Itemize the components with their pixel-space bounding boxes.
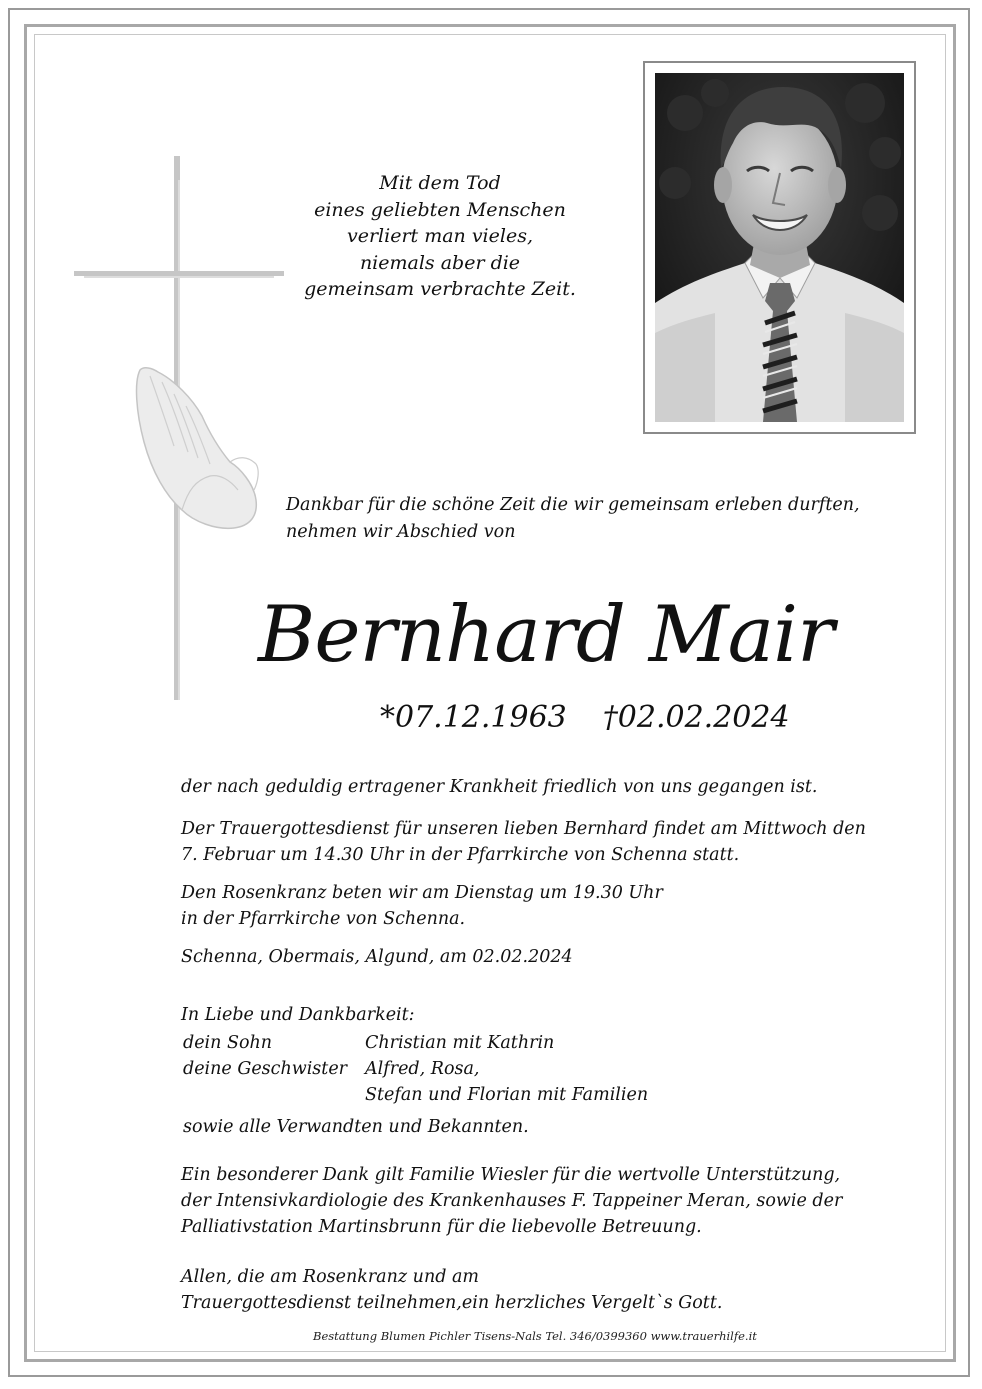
paragraph-passing xyxy=(181,774,817,800)
life-dates xyxy=(380,698,790,738)
paragraph-place-date xyxy=(181,944,573,970)
death-date: †02.02.2024 xyxy=(602,700,790,735)
quote-line: niemals aber die xyxy=(359,251,521,274)
portrait-photo xyxy=(655,73,904,422)
paragraph-line: Der Trauergottesdienst für unseren lieben Bernhard findet am Mittwoch den xyxy=(181,819,866,839)
birth-date: *07.12.1963 xyxy=(380,700,567,735)
paragraph-rosary xyxy=(181,880,663,932)
family-closing: sowie alle Verwandten und Bekannten. xyxy=(183,1117,529,1137)
intro-line: nehmen wir Abschied von xyxy=(286,522,516,542)
paragraph-line: Schenna, Obermais, Algund, am 02.02.2024 xyxy=(181,947,573,967)
paragraph-line: der nach geduldig ertragener Krankheit friedlich von uns gegangen ist. xyxy=(181,777,818,797)
thanks-line: Palliativstation Martinsbrunn für die liebevolle Betreuung. xyxy=(181,1217,702,1237)
paragraph-line: Den Rosenkranz beten wir am Dienstag um 19.30 Uhr xyxy=(181,883,663,903)
final-thanks xyxy=(181,1264,722,1316)
paragraph-funeral-service xyxy=(181,816,866,868)
quote-line: gemeinsam verbrachte Zeit. xyxy=(304,278,576,300)
thanks-line: der Intensivkardiologie des Krankenhauses F. Tappeiner Meran, sowie der xyxy=(181,1191,843,1211)
funeral-home-footer: Bestattung Blumen Pichler Tisens-Nals Tel. 346/0399360 www.trauerhilfe.it xyxy=(313,1329,757,1343)
cross-with-praying-hands-icon xyxy=(70,150,290,710)
family-names: Christian mit Kathrin xyxy=(365,1033,555,1053)
family-relation: deine Geschwister xyxy=(183,1059,348,1079)
final-line: Allen, die am Rosenkranz und am xyxy=(181,1267,480,1287)
family-names: Alfred, Rosa, xyxy=(365,1059,480,1079)
family-relation: dein Sohn xyxy=(183,1033,273,1053)
intro-line: Dankbar für die schöne Zeit die wir gemeinsam erleben durften, xyxy=(286,495,860,515)
portrait-frame xyxy=(643,61,916,434)
paragraph-line: 7. Februar um 14.30 Uhr in der Pfarrkirche von Schenna statt. xyxy=(181,845,740,865)
family-heading: In Liebe und Dankbarkeit: xyxy=(181,1005,415,1025)
thanks-paragraph xyxy=(181,1162,842,1240)
thanks-line: Ein besonderer Dank gilt Familie Wiesler für die wertvolle Unterstützung, xyxy=(181,1165,841,1185)
quote-line: Mit dem Tod xyxy=(379,172,501,194)
final-line: Trauergottesdienst teilnehmen,ein herzliches Vergelt`s Gott. xyxy=(181,1293,723,1313)
memorial-quote xyxy=(290,170,590,303)
deceased-name: Bernhard Mair xyxy=(258,590,834,680)
paragraph-line: in der Pfarrkirche von Schenna. xyxy=(181,909,466,929)
quote-line: verliert man vieles, xyxy=(346,225,533,247)
intro-text xyxy=(286,492,860,546)
quote-line: eines geliebten Menschen xyxy=(314,198,566,221)
family-names: Stefan und Florian mit Familien xyxy=(365,1085,649,1105)
